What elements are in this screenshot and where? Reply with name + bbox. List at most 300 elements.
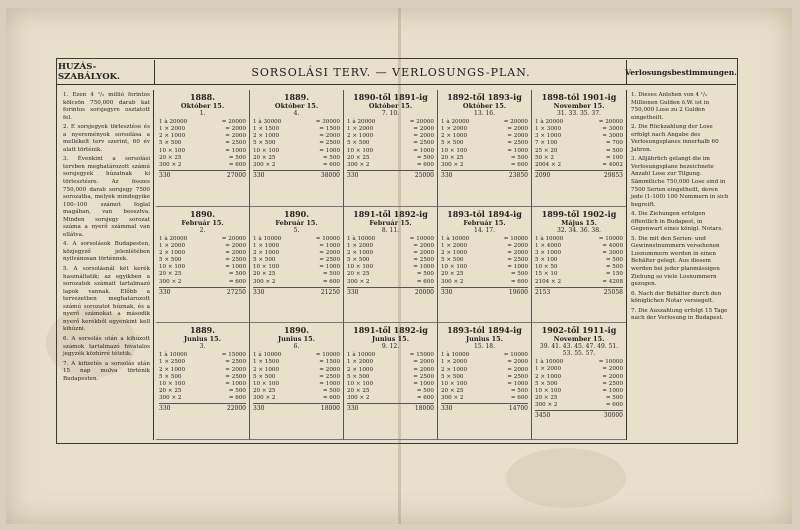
draw-cell <box>156 90 250 207</box>
prize-row <box>535 133 623 140</box>
draw-date: Junius 15. <box>466 335 503 344</box>
prize-row <box>347 155 434 162</box>
prize-amount: = 500 <box>605 147 623 154</box>
prize-count: 20 × 25 <box>253 154 276 161</box>
prize-amount: = 500 <box>416 154 434 161</box>
draw-cell <box>344 323 438 440</box>
rule-paragraph: 5. Die mit den Serien- und Gewinnstnummern versehenen Losnummern werden in einen Behälter gelegt. Aus diesem werden bei jeder planmässigen Ziehung so viele Losnummern gezogen. <box>631 235 720 288</box>
prize-count: 1 à 20000 <box>441 119 470 125</box>
prize-row <box>159 133 246 140</box>
prize-row <box>535 271 623 278</box>
prize-amount: = 600 <box>322 278 340 285</box>
prize-amount: = 2000 <box>507 133 528 140</box>
prize-count: 1 à 10000 <box>253 235 282 242</box>
prize-count: 2 × 1000 <box>441 133 468 140</box>
prize-row <box>159 374 246 381</box>
draw-total <box>441 287 528 296</box>
prize-amount: = 2500 <box>602 380 623 387</box>
prize-row <box>253 133 340 140</box>
prize-amount: = 600 <box>322 161 340 168</box>
prize-count: 1 × 2000 <box>347 242 374 249</box>
prize-row <box>347 148 434 155</box>
draw-date: Február 15. <box>369 218 412 227</box>
prize-count: 1 à 10000 <box>535 359 564 366</box>
prize-amount: = 2500 <box>225 257 246 264</box>
draw-total <box>535 170 623 179</box>
prize-row <box>253 162 340 169</box>
draw-year: 1889. <box>189 325 216 336</box>
prize-count: 2 × 1000 <box>253 133 280 140</box>
prize-count: 300 × 2 <box>159 161 182 168</box>
prize-amount: = 20000 <box>221 119 246 125</box>
prize-amount: = 10000 <box>503 352 528 359</box>
prize-amount: = 2000 <box>507 126 528 133</box>
prize-row <box>159 352 246 359</box>
prize-amount: = 1000 <box>507 147 528 154</box>
prize-row <box>535 395 623 402</box>
prize-amount: = 500 <box>510 388 528 395</box>
draw-date: Junius 15. <box>372 335 409 344</box>
prize-row <box>347 119 434 126</box>
prize-count: 300 × 2 <box>253 395 276 402</box>
prize-count: 5 × 500 <box>159 140 182 147</box>
total-count: 330 <box>441 288 453 296</box>
prize-row <box>253 388 340 395</box>
prize-row <box>347 243 434 250</box>
prize-count: 1 × 2000 <box>347 126 374 133</box>
prize-amount: = 100 <box>605 154 623 161</box>
draw-cell <box>250 207 344 324</box>
prize-row <box>535 374 623 381</box>
prize-amount: = 2000 <box>319 249 340 256</box>
prize-count: 2 × 1000 <box>253 366 280 373</box>
prize-amount: = 2000 <box>413 242 434 249</box>
prize-amount: = 20000 <box>598 119 623 125</box>
total-count: 330 <box>253 172 265 180</box>
draw-numbers: 5. <box>293 226 300 234</box>
prize-count: 300 × 2 <box>347 395 370 402</box>
prize-amount: = 2000 <box>507 366 528 373</box>
total-amount: 14700 <box>508 405 528 413</box>
draw-year: 1893-tól 1894-ig <box>447 208 522 219</box>
draw-total <box>159 170 246 179</box>
prize-amount: = 600 <box>322 395 340 402</box>
rule-paragraph: 4. Die Ziehungen erfolgen öffentlich in Budapest, in Gegenwart eines königl. Notars. <box>631 211 723 233</box>
prize-amount: = 600 <box>416 278 434 285</box>
prize-count: 20 × 25 <box>535 395 558 402</box>
total-count: 330 <box>159 405 171 413</box>
draw-date: Október 15. <box>368 102 413 110</box>
draw-year: 1892-től 1893-ig <box>447 92 522 102</box>
prize-amount: = 2000 <box>319 366 340 373</box>
prize-count: 5 × 500 <box>441 373 464 380</box>
draw-year: 1890. <box>283 208 310 219</box>
draw-cell <box>532 207 626 324</box>
prize-amount: = 20000 <box>503 119 528 125</box>
prize-row <box>159 250 246 257</box>
rule-paragraph: 2. E sorsjegyek törlesztése és a nyereményok sorsolása a mellékelt terv szerint, 60 év alatt történik. <box>63 124 150 153</box>
prize-row <box>535 243 623 250</box>
prize-count: 1 × 2000 <box>441 126 468 133</box>
prize-row <box>535 155 623 162</box>
total-count: 330 <box>253 405 265 413</box>
draw-numbers: 3. <box>199 343 206 351</box>
total-amount: 29853 <box>603 172 623 180</box>
header-title: SORSOLÁSI TERV. — VERLOSUNGS-PLAN. <box>156 60 627 84</box>
draw-numbers: 7. 10. <box>381 110 400 117</box>
prize-amount: = 3000 <box>602 133 623 140</box>
prize-count: 2 × 1000 <box>159 249 186 256</box>
draw-year: 1890-től 1891-ig <box>353 92 428 102</box>
prize-count: 20 × 25 <box>441 388 464 395</box>
rule-paragraph: 7. A kifizetés a sorsolás után 15 nap mulva történik Budapesten. <box>63 360 150 382</box>
prize-row <box>441 140 528 147</box>
prize-amount: = 1000 <box>413 380 434 387</box>
prize-count: 2004 × 2 <box>535 161 562 168</box>
draw-total <box>441 170 528 179</box>
prize-count: 2 × 1000 <box>535 373 562 380</box>
prize-count: 10 × 100 <box>347 264 374 271</box>
prize-row <box>347 264 434 271</box>
prize-row <box>159 367 246 374</box>
draw-year: 1899-től 1902-ig <box>541 208 617 219</box>
prize-row <box>441 359 528 366</box>
prize-count: 5 × 500 <box>347 373 370 380</box>
prize-row <box>159 264 246 271</box>
prize-count: 10 × 100 <box>253 380 280 387</box>
prize-count: 300 × 2 <box>159 395 182 402</box>
prize-amount: = 1000 <box>507 380 528 387</box>
prize-count: 20 × 25 <box>253 388 276 395</box>
prize-row <box>253 359 340 366</box>
prize-row <box>441 374 528 381</box>
prize-count: 300 × 2 <box>159 278 182 285</box>
prize-count: 20 × 25 <box>441 154 464 161</box>
prize-row <box>253 148 340 155</box>
draw-numbers: 39. 41. 43. 45. 47. 49. 51. 53. 55. 57. <box>539 343 619 358</box>
prize-row <box>347 359 434 366</box>
draw-year: 1902-től 1911-ig <box>541 325 617 336</box>
prize-row <box>347 140 434 147</box>
total-amount: 22000 <box>226 405 246 413</box>
rules-german <box>628 90 734 440</box>
prize-amount: = 10000 <box>315 235 340 242</box>
prize-row <box>441 279 528 286</box>
prize-row <box>159 381 246 388</box>
total-amount: 21250 <box>320 288 340 296</box>
prize-count: 5 × 500 <box>347 140 370 147</box>
draw-year: 1893-tól 1894-ig <box>447 325 522 336</box>
prize-amount: = 2500 <box>225 140 246 147</box>
prize-row <box>253 243 340 250</box>
prize-amount: = 2000 <box>602 373 623 380</box>
total-count: 2090 <box>535 172 551 180</box>
draw-total <box>535 410 623 419</box>
draw-year: 1890. <box>283 325 310 336</box>
prize-amount: = 500 <box>228 271 246 278</box>
prize-count: 2 × 1000 <box>347 133 374 140</box>
prize-amount: = 600 <box>605 402 623 409</box>
prize-amount: = 1000 <box>319 264 340 271</box>
prize-amount: = 10000 <box>598 235 623 242</box>
prize-count: 2 × 1000 <box>347 366 374 373</box>
prize-row <box>535 257 623 264</box>
prize-row <box>535 250 623 257</box>
draw-numbers: 9. 12. <box>381 343 400 351</box>
prize-amount: = 2000 <box>413 133 434 140</box>
prize-row <box>441 155 528 162</box>
prize-count: 300 × 2 <box>347 278 370 285</box>
draw-year: 1890. <box>189 208 216 219</box>
prize-count: 10 × 100 <box>441 264 468 271</box>
prize-amount: = 2500 <box>507 257 528 264</box>
prize-count: 7 × 100 <box>535 140 558 147</box>
prize-count: 1 à 10000 <box>253 352 282 359</box>
header-rule <box>56 84 736 85</box>
draw-year: 1891-től 1892-ig <box>353 208 428 219</box>
prize-count: 1 × 2000 <box>159 242 186 249</box>
prize-count: 15 × 10 <box>535 271 558 278</box>
draw-date: November 15. <box>553 102 605 110</box>
draw-year: 1888. <box>189 92 216 102</box>
prize-row <box>347 374 434 381</box>
total-count: 330 <box>441 405 453 413</box>
prize-amount: = 500 <box>416 388 434 395</box>
prize-count: 1 × 3000 <box>535 126 562 133</box>
prize-row <box>535 148 623 155</box>
prize-count: 1 × 2000 <box>535 366 562 373</box>
prize-amount: = 2000 <box>225 366 246 373</box>
prize-row <box>159 148 246 155</box>
prize-amount: = 1000 <box>507 264 528 271</box>
prize-count: 5 × 500 <box>441 140 464 147</box>
total-count: 2153 <box>535 288 551 296</box>
prize-row <box>253 257 340 264</box>
total-amount: 25000 <box>414 172 434 180</box>
prize-count: 10 × 100 <box>159 147 186 154</box>
total-amount: 19600 <box>508 288 528 296</box>
draw-year: 1898-tól 1901-ig <box>541 92 617 102</box>
draw-date: Október 15. <box>180 102 225 110</box>
prize-amount: = 600 <box>228 278 246 285</box>
prize-count: 300 × 2 <box>253 278 276 285</box>
prize-row <box>159 243 246 250</box>
prize-count: 5 × 500 <box>347 257 370 264</box>
prize-row <box>347 126 434 133</box>
draw-cell <box>438 207 532 324</box>
draw-total <box>253 287 340 296</box>
prize-row <box>441 352 528 359</box>
rule-paragraph: 4. A sorsolások Budapesten, közjegyző jelenlétében nyilvánosan történnek. <box>63 241 150 263</box>
prize-amount: = 1000 <box>602 387 623 394</box>
total-amount: 30000 <box>603 412 623 420</box>
prize-amount: = 1000 <box>413 147 434 154</box>
prize-row <box>347 352 434 359</box>
prize-row <box>253 126 340 133</box>
total-amount: 27250 <box>226 288 246 296</box>
draw-numbers: 8. 11. <box>381 226 400 234</box>
prize-amount: = 500 <box>605 257 623 264</box>
prize-count: 2 × 1000 <box>159 366 186 373</box>
prize-count: 10 × 100 <box>347 147 374 154</box>
prize-count: 50 × 2 <box>535 154 554 161</box>
draw-date: Október 15. <box>274 102 319 110</box>
prize-row <box>441 126 528 133</box>
prize-amount: = 2000 <box>507 249 528 256</box>
prize-row <box>253 119 340 126</box>
draw-cell <box>438 90 532 207</box>
prize-count: 20 × 25 <box>159 154 182 161</box>
prize-count: 20 × 25 <box>347 388 370 395</box>
prize-row <box>159 388 246 395</box>
prize-count: 5 × 500 <box>253 373 276 380</box>
prize-amount: = 4208 <box>602 278 623 285</box>
prize-count: 20 × 25 <box>347 271 370 278</box>
prize-row <box>159 271 246 278</box>
rule-paragraph: 3. Alljährlich gelangt die im Verlosungsplane bezeichnete Anzahl Lose zur Tilgung. Sämmtliche 750,000 Lose sind in 7500 Serien eingetheilt, deren jede (1-100) 100 Nummern in sich begreift. <box>631 156 729 208</box>
prize-row <box>535 236 623 243</box>
prize-row <box>347 257 434 264</box>
prize-count: 1 à 20000 <box>159 119 188 125</box>
prize-count: 1 × 1500 <box>253 359 280 366</box>
draw-date: Junius 15. <box>184 335 221 344</box>
prize-row <box>253 250 340 257</box>
prize-count: 5 × 500 <box>253 257 276 264</box>
draw-cell <box>532 323 626 440</box>
prize-row <box>347 279 434 286</box>
prize-count: 5 × 500 <box>159 373 182 380</box>
total-count: 330 <box>441 172 453 180</box>
prize-count: 1 × 2500 <box>159 359 186 366</box>
draw-cell <box>156 323 250 440</box>
prize-count: 1 à 20000 <box>159 235 188 242</box>
total-amount: 23850 <box>508 172 528 180</box>
prize-row <box>253 140 340 147</box>
prize-amount: = 600 <box>510 395 528 402</box>
prize-amount: = 2500 <box>319 140 340 147</box>
prize-count: 1 × 1500 <box>253 126 280 133</box>
prize-amount: = 1500 <box>319 126 340 133</box>
draw-cell <box>344 207 438 324</box>
prize-count: 300 × 2 <box>441 395 464 402</box>
draw-numbers: 6. <box>293 343 300 351</box>
prize-count: 5 × 500 <box>253 140 276 147</box>
prize-row <box>347 133 434 140</box>
draw-date: Junius 15. <box>278 335 315 344</box>
prize-count: 1 × 2000 <box>441 359 468 366</box>
total-count: 330 <box>347 172 359 180</box>
total-count: 330 <box>347 288 359 296</box>
prize-amount: = 1000 <box>319 380 340 387</box>
prize-row <box>347 271 434 278</box>
prize-row <box>253 374 340 381</box>
prize-row <box>535 359 623 366</box>
total-amount: 20000 <box>414 288 434 296</box>
draw-year: 1891-től 1892-ig <box>353 325 428 336</box>
prize-amount: = 10000 <box>409 235 434 242</box>
prize-row <box>441 236 528 243</box>
draw-total <box>159 287 246 296</box>
rule-paragraph: 2. Die Rückzahlung der Lose erfolgt nach Angabe des Verlosungsplanes innerhalb 60 Jahren. <box>631 124 719 153</box>
prize-row <box>441 243 528 250</box>
prize-count: 20 × 25 <box>159 388 182 395</box>
prize-amount: = 1000 <box>413 264 434 271</box>
prize-row <box>535 402 623 409</box>
prize-amount: = 3000 <box>602 126 623 133</box>
draw-date: Február 15. <box>463 218 506 227</box>
prize-row <box>535 162 623 169</box>
prize-amount: = 600 <box>228 161 246 168</box>
prize-count: 1 × 1000 <box>253 242 280 249</box>
rule-paragraph: 5. A sorsolásnál két kerék használtatik; az egyikben a sorozatok számait tartalmazó lapok vannak. Előbb a tervezetben meghatározott számú sorozatot húznak, és a nyerő számokat a második nyerő kerékből egyenkint kell kihúzni. <box>63 266 150 333</box>
rules-hungarian <box>60 90 154 440</box>
prize-amount: = 2500 <box>507 140 528 147</box>
prize-count: 2 × 1000 <box>159 133 186 140</box>
prize-amount: = 2000 <box>413 249 434 256</box>
draw-total <box>535 287 623 296</box>
prize-amount: = 1000 <box>319 242 340 249</box>
prize-count: 1 à 20000 <box>535 119 564 125</box>
prize-count: 300 × 2 <box>535 402 558 409</box>
prize-count: 2 × 1000 <box>253 249 280 256</box>
prize-row <box>441 133 528 140</box>
prize-amount: = 20000 <box>221 235 246 242</box>
prize-row <box>347 395 434 402</box>
prize-count: 1 à 10000 <box>159 352 188 359</box>
prize-row <box>441 271 528 278</box>
prize-row <box>159 257 246 264</box>
draw-cell <box>344 90 438 207</box>
prize-amount: = 20000 <box>409 119 434 125</box>
prize-count: 2 × 1000 <box>441 366 468 373</box>
total-count: 3450 <box>535 412 551 420</box>
prize-amount: = 2500 <box>319 373 340 380</box>
draw-total <box>253 403 340 412</box>
total-amount: 18000 <box>320 405 340 413</box>
prize-row <box>441 264 528 271</box>
draw-numbers: 14. 17. <box>474 226 495 234</box>
prize-row <box>159 236 246 243</box>
prize-count: 2104 × 2 <box>535 278 562 285</box>
prize-amount: = 15000 <box>221 352 246 359</box>
header-right: Verlosungsbestimmungen. <box>625 67 737 77</box>
prize-count: 5 × 500 <box>159 257 182 264</box>
prize-row <box>347 236 434 243</box>
prize-amount: = 150 <box>605 271 623 278</box>
prize-row <box>441 162 528 169</box>
prize-amount: = 1000 <box>225 380 246 387</box>
prize-count: 300 × 2 <box>347 161 370 168</box>
draw-cell <box>532 90 626 207</box>
draw-numbers: 31. 33. 35. 37. <box>557 110 601 117</box>
rule-paragraph: 1. Ezen 4 ¹/₂ millió forintos kölcsön 750,000 darab kat forintos sorsjegyre osztatott fel. <box>63 92 150 121</box>
prize-count: 10 × 100 <box>159 264 186 271</box>
prize-row <box>535 388 623 395</box>
prize-row <box>441 250 528 257</box>
prize-amount: = 4002 <box>602 161 623 168</box>
draw-total <box>159 403 246 412</box>
prize-row <box>441 257 528 264</box>
draw-numbers: 1. <box>199 110 206 117</box>
draw-date: November 15. <box>553 335 605 344</box>
prize-count: 300 × 2 <box>441 161 464 168</box>
prize-row <box>535 126 623 133</box>
draw-date: Május 15. <box>561 218 597 227</box>
prize-count: 20 × 25 <box>441 271 464 278</box>
prize-count: 10 × 100 <box>159 380 186 387</box>
prize-count: 10 × 100 <box>253 147 280 154</box>
prize-count: 5 × 500 <box>535 380 558 387</box>
